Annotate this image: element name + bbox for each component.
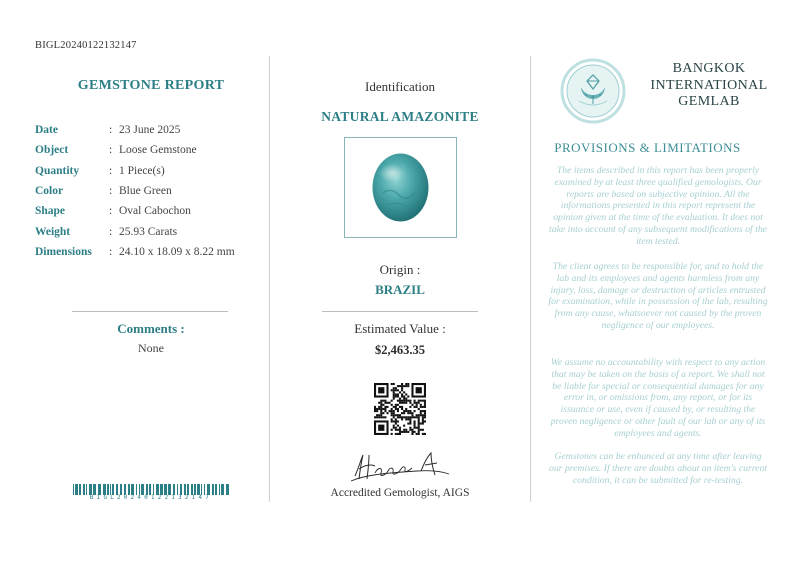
spec-value: 23 June 2025: [119, 124, 181, 137]
spec-value: 24.10 x 18.09 x 8.22 mm: [119, 245, 235, 258]
provisions-panel: [531, 0, 800, 565]
spec-colon: :: [109, 225, 113, 238]
gemologist-caption: Accredited Gemologist, AIGS: [330, 487, 470, 499]
spec-label: Shape: [35, 205, 66, 218]
spec-value: Oval Cabochon: [119, 205, 191, 218]
spec-row-quantity: [35, 161, 235, 181]
lab-name: [639, 61, 779, 111]
lab-name-line: GEMLAB: [678, 94, 740, 109]
gem-crescent-seal-icon: [559, 57, 627, 125]
divider: [322, 311, 478, 312]
spec-value: Blue Green: [119, 185, 172, 198]
spec-colon: :: [109, 124, 113, 137]
spec-list: [35, 120, 235, 262]
spec-label: Weight: [35, 225, 71, 238]
spec-row-date: [35, 120, 235, 140]
qr-code-icon: [374, 383, 426, 435]
spec-row-object: [35, 140, 235, 160]
spec-value: 25.93 Carats: [119, 225, 178, 238]
provisions-paragraph: The client agrees to be responsible for, and to hold the lab and its employees and agents harmless from any injury, loss, damage or destruction of articles entrusted for examination, while in possession of the lab, resulting from any cause, whatsoever not caused by the proven negligence of our employees.: [548, 261, 768, 331]
comments-value: None: [138, 341, 164, 355]
spec-label: Date: [35, 124, 58, 137]
spec-row-shape: [35, 201, 235, 221]
report-title: GEMSTONE REPORT: [77, 78, 225, 93]
barcode-text: BIGL20240122132147: [89, 495, 213, 501]
spec-row-color: [35, 181, 235, 201]
estimated-value-amount: $2,463.35: [375, 343, 425, 357]
provisions-paragraph: We assume no accountability with respect to any action that may be taken on the basis of a report. We shall not be liable for special or consequential damages for any error in, or omissions from, any report, or for its issuance or use, even if caused by, or resulting the proven negligence or other fault of our lab or any of its employees and agents.: [550, 357, 766, 439]
provisions-title: PROVISIONS & LIMITATIONS: [554, 140, 741, 155]
spec-label: Color: [35, 185, 64, 198]
amazonite-cabochon-icon: [345, 138, 456, 237]
identification-panel: [270, 0, 530, 565]
report-details-panel: [0, 0, 269, 565]
gem-name: NATURAL AMAZONITE: [321, 109, 479, 124]
spec-colon: :: [109, 144, 113, 157]
spec-colon: :: [109, 245, 113, 258]
provisions-paragraph: The items described in this report has been properly examined by at least three qualified gemologists. Our reports are based on subjective opinion. All the informations presented in this report represent the opinion given at the time of the evaluation. It does not take into account of any subsequent modifications of the item tested.: [549, 165, 767, 247]
spec-value: Loose Gemstone: [119, 144, 197, 157]
spec-row-dimensions: [35, 242, 235, 262]
report-id: BIGL20240122132147: [35, 40, 137, 51]
signature-icon: [345, 449, 455, 487]
spec-colon: :: [109, 205, 113, 218]
provisions-paragraph: Gemstones can be enhanced at any time after leaving our premises. If there are doubts about an item's current condition, it can be submitted for re-testing.: [548, 451, 768, 486]
spec-label: Dimensions: [35, 245, 92, 258]
spec-label: Object: [35, 144, 69, 157]
spec-label: Quantity: [35, 164, 80, 177]
lab-name-line: INTERNATIONAL: [650, 77, 768, 93]
spec-colon: :: [109, 185, 113, 198]
divider: [72, 311, 228, 312]
lab-name-line: BANGKOK: [672, 61, 746, 76]
estimated-value-label: Estimated Value :: [354, 321, 446, 336]
comments-label: Comments :: [117, 321, 185, 336]
spec-row-weight: [35, 221, 235, 241]
origin-label: Origin :: [379, 262, 421, 277]
origin-value: BRAZIL: [375, 282, 425, 297]
spec-value: 1 Piece(s): [119, 164, 165, 177]
spec-colon: :: [109, 164, 113, 177]
barcode-bars-icon: [73, 484, 229, 495]
identification-heading: Identification: [364, 79, 436, 94]
gemstone-photo: [344, 137, 457, 238]
